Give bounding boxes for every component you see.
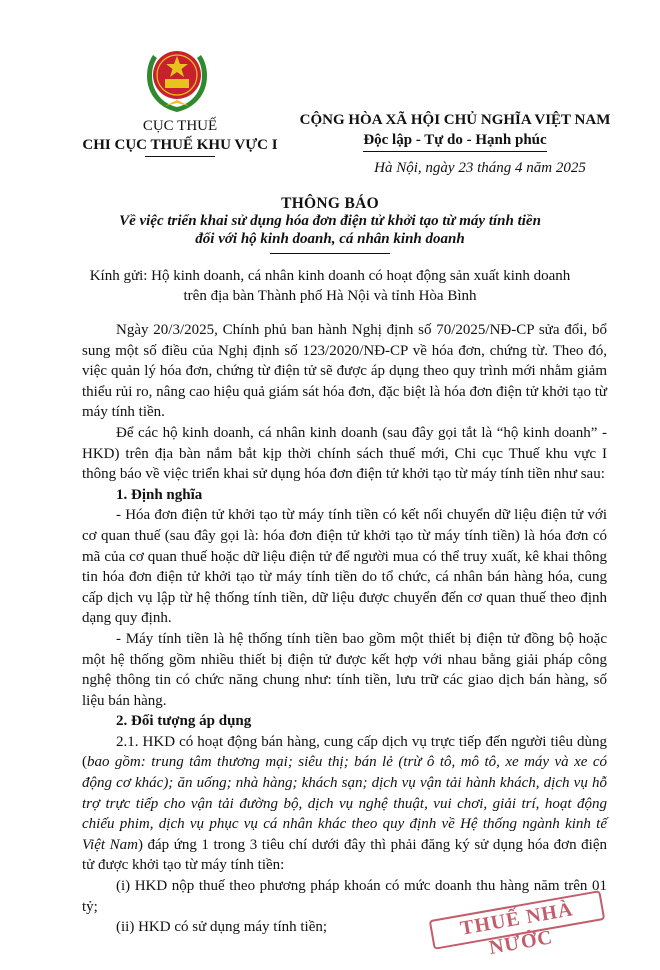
section-heading-2: 2. Đối tượng áp dụng bbox=[116, 713, 252, 730]
paragraph-2: Để các hộ kinh doanh, cá nhân kinh doanh (sau đây gọi tắt là “hộ kinh doanh” - HKD) trên địa bàn nắm bắt kịp thời chính sách thuế mới, Chi cục Thuế khu vực I thông báo về việc triển khai sử dụng hóa đơn điện tử khởi tạo từ máy tính tiền như sau: bbox=[82, 424, 607, 483]
recipient-block bbox=[80, 266, 580, 306]
subtitle-line-2: đối với hộ kinh doanh, cá nhân kinh doanh bbox=[195, 231, 465, 247]
agency-name: CỤC THUẾ bbox=[142, 118, 218, 134]
subtitle-rule bbox=[270, 253, 390, 254]
paragraph-4: - Máy tính tiền là hệ thống tính tiền bao gồm một thiết bị điện tử đồng bộ hoặc một hệ thống gồm nhiều thiết bị điện tử được kết hợp với nhau bằng giải pháp công nghệ thông tin có chức năng chung như: tính tiền, lưu trữ các giao dịch bán hàng, số liệu bán hàng. bbox=[82, 630, 607, 709]
document-subtitle bbox=[80, 212, 580, 248]
paragraph-5-end: ) đáp ứng 1 trong 3 tiêu chí dưới đây thì phải đăng ký sử dụng hóa đơn điện tử được khởi tạo từ máy tính tiền: bbox=[82, 836, 607, 874]
header-rule bbox=[145, 156, 215, 157]
paragraph-3: - Hóa đơn điện tử khởi tạo từ máy tính tiền có kết nối chuyển dữ liệu điện tử với cơ quan thuế (sau đây gọi là: hóa đơn điện tử khởi tạo từ máy tính tiền) là hóa đơn có mã của cơ quan thuế hoặc dữ liệu điện tử để người mua có thể truy xuất, kê khai thông tin hóa đơn điện tử khởi tạo từ máy tính tiền do tổ chức, cá nhân bán hàng hóa, cung cấp dịch vụ lập từ hệ thống tính tiền, dữ liệu được chuyển đến cơ quan thuế theo định dạng quy định. bbox=[82, 507, 607, 627]
recipient-line-1: Kính gửi: Hộ kinh doanh, cá nhân kinh doanh có hoạt động sản xuất kinh doanh bbox=[89, 268, 571, 284]
branch-name: CHI CỤC THUẾ KHU VỰC I bbox=[82, 137, 278, 153]
paragraph-6: (i) HKD nộp thuế theo phương pháp khoán có mức doanh thu hàng năm trên 01 tỷ; bbox=[82, 878, 607, 915]
recipient-line-2: trên địa bàn Thành phố Hà Nội và tỉnh Hòa Bình bbox=[183, 288, 477, 304]
paragraph-5-start: 2.1. HKD có hoạt động bán hàng, cung cấp dịch vụ trực tiếp đến người tiêu dùng ( bbox=[82, 733, 607, 771]
document-body bbox=[82, 320, 607, 938]
nation-name: CỘNG HÒA XÃ HỘI CHỦ NGHĨA VIỆT NAM bbox=[299, 112, 611, 128]
date-line: Hà Nội, ngày 23 tháng 4 năm 2025 bbox=[374, 160, 586, 176]
stamp-watermark: THUẾ NHÀ NƯỚC bbox=[429, 890, 606, 950]
document-title: THÔNG BÁO bbox=[281, 195, 379, 212]
section-heading-1: 1. Định nghĩa bbox=[116, 486, 203, 503]
paragraph-1: Ngày 20/3/2025, Chính phủ ban hành Nghị định số 70/2025/NĐ-CP sửa đổi, bổ sung một số điều của Nghị định số 123/2020/NĐ-CP về hóa đơn, chứng từ. Theo đó, việc quản lý hóa đơn, chứng từ điện tử sẽ được áp dụng theo quy trình mới nhằm giảm thiểu rủi ro, nâng cao hiệu quả giám sát hóa đơn, đặc biệt là hóa đơn điện tử khởi tạo từ máy tính tiền. bbox=[82, 322, 607, 421]
nation-header bbox=[285, 110, 625, 152]
paragraph-5 bbox=[82, 732, 607, 876]
tax-emblem-icon bbox=[141, 42, 213, 116]
national-motto: Độc lập - Tự do - Hạnh phúc bbox=[363, 130, 546, 152]
subtitle-line-1: Về việc triển khai sử dụng hóa đơn điện tử khởi tạo từ máy tính tiền bbox=[119, 213, 541, 229]
paragraph-5-italic: bao gồm: trung tâm thương mại; siêu thị; bán lẻ (trừ ô tô, mô tô, xe máy và xe có động cơ khác); ăn uống; nhà hàng; khách sạn; dịch vụ vận tải hành khách, dịch vụ hỗ trợ trực tiếp cho vận tải đường bộ, dịch vụ nghệ thuật, vui chơi, giải trí, hoạt động chiếu phim, dịch vụ phục vụ cá nhân khác theo quy định về Hệ thống ngành kinh tế Việt Nam bbox=[82, 754, 607, 853]
paragraph-7: (ii) HKD có sử dụng máy tính tiền; bbox=[116, 919, 328, 936]
agency-header bbox=[60, 117, 300, 157]
